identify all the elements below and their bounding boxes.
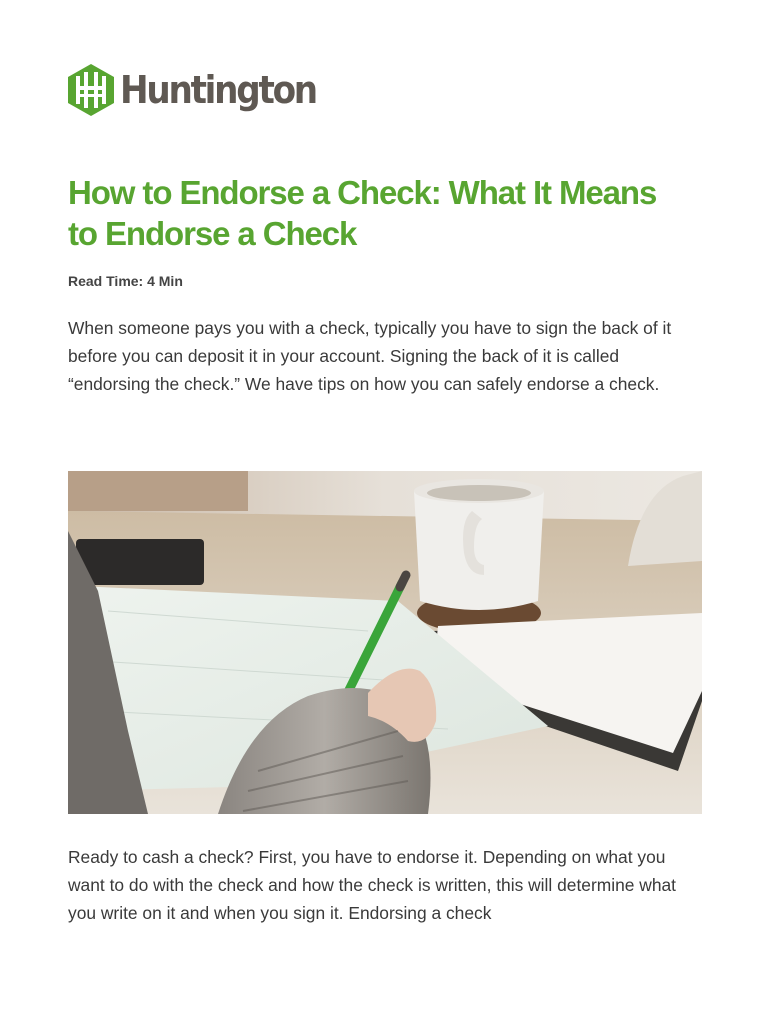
read-time: Read Time: 4 Min <box>68 273 183 289</box>
brand-name: Huntington <box>120 68 316 112</box>
article-title: How to Endorse a Check: What It Means to Endorse a Check <box>68 174 657 252</box>
person-writing-with-green-pen-photo <box>68 471 702 814</box>
hero-image <box>68 471 702 814</box>
intro-paragraph: When someone pays you with a check, typically you have to sign the back of it before you can deposit it in your account. Signing the back of it is called “endorsing the check.” We have tips on how you can safely endorse a check. <box>68 318 672 394</box>
huntington-mark-icon <box>68 64 114 116</box>
body-paragraph: Ready to cash a check? First, you have to endorse it. Depending on what you want to do with the check and how the check is written, this will determine what you write on it and when you sign it. Endorsing a check <box>68 847 677 923</box>
brand-logo[interactable] <box>68 64 338 116</box>
